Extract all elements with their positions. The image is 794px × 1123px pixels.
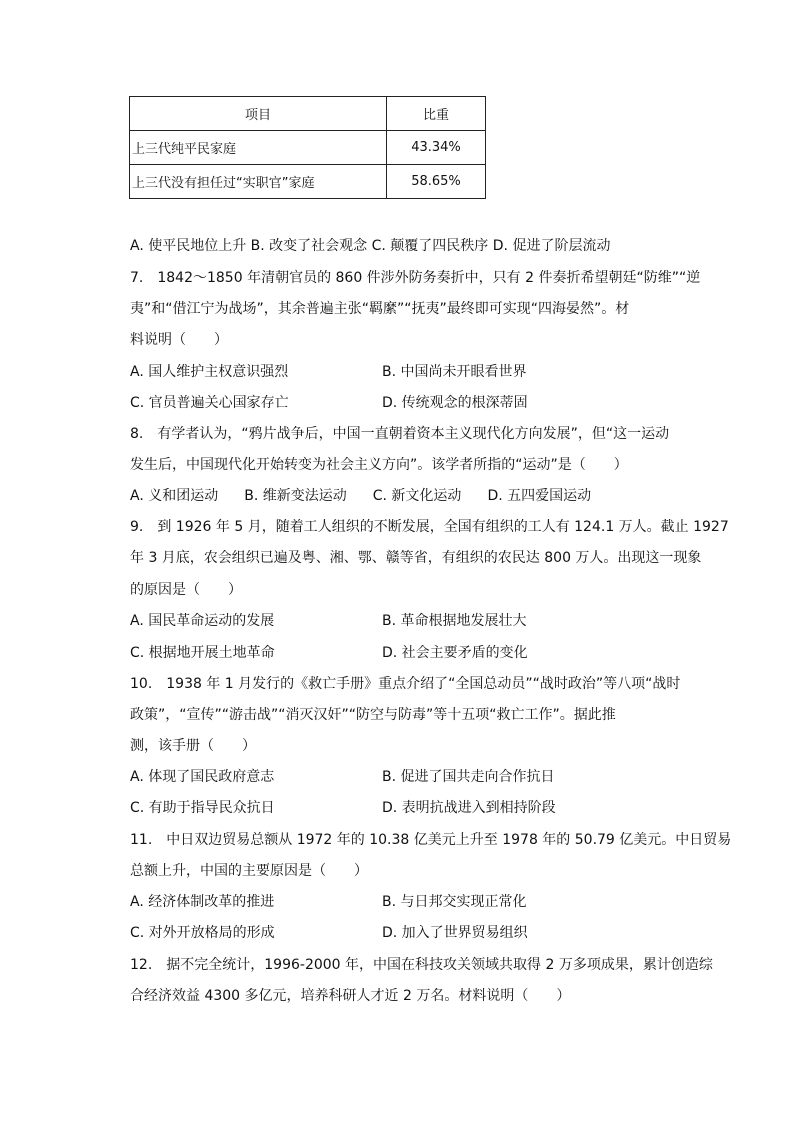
q9-option-b[interactable]: B. 革命根据地发展壮大 — [382, 613, 527, 629]
q8-options-row — [130, 486, 617, 506]
table-row — [130, 131, 486, 165]
table-cell: 上三代纯平民家庭 — [130, 131, 387, 165]
q11-stem-line: 11. 中日双边贸易总额从 1972 年的 10.38 亿美元上升至 1978 年的 50.79 亿美元。中日贸易 — [130, 832, 732, 848]
q12-stem-line: 12. 据不完全统计，1996-2000 年，中国在科技攻关领域共取得 2 万多项成果，累计创造综 — [130, 957, 713, 973]
q7-stem-line: 7. 1842～1850 年清朝官员的 860 件涉外防务奏折中，只有 2 件奏折希望朝廷“防维”“逆 — [130, 270, 701, 286]
q12-stem-line: 合经济效益 4300 多亿元，培养科研人才近 2 万名。材料说明（ ） — [130, 988, 571, 1004]
q8-stem-line: 发生后，中国现代化开始转变为社会主义方向”。该学者所指的“运动”是（ ） — [130, 457, 628, 473]
q9-option-c[interactable]: C. 根据地开展土地革命 — [130, 645, 275, 661]
q11-option-d[interactable]: D. 加入了世界贸易组织 — [382, 925, 528, 941]
table-cell: 上三代没有担任过“实职官”家庭 — [130, 165, 387, 199]
q10-stem-line: 政策”，“宣传”“游击战”“消灭汉奸”“防空与防毒”等十五项“救亡工作”。据此推 — [130, 707, 616, 723]
q8-option-c[interactable]: C. 新文化运动 — [372, 488, 462, 504]
q10-stem-line: 10. 1938 年 1 月发行的《救亡手册》重点介绍了“全国总动员”“战时政治”等八项“战时 — [130, 676, 681, 692]
q9-stem-line: 9. 到 1926 年 5 月，随着工人组织的不断发展，全国有组织的工人有 124.1 万人。截止 1927 — [130, 519, 729, 535]
table-header-row — [130, 97, 486, 131]
q8-option-d[interactable]: D. 五四爱国运动 — [487, 488, 592, 504]
q9-stem-line: 年 3 月底，农会组织已遍及粤、湘、鄂、赣等省，有组织的农民达 800 万人。出现这一现象 — [130, 550, 702, 566]
table-cell: 43.34% — [387, 131, 486, 165]
q11-stem-line: 总额上升，中国的主要原因是（ ） — [130, 863, 368, 879]
q10-option-b[interactable]: B. 促进了国共走向合作抗日 — [382, 769, 555, 785]
q11-option-b[interactable]: B. 与日邦交实现正常化 — [382, 894, 527, 910]
q9-stem-line: 的原因是（ ） — [130, 582, 242, 598]
q8-stem-line: 8. 有学者认为，“鸦片战争后，中国一直朝着资本主义现代化方向发展”，但“这一运动 — [130, 426, 670, 442]
q11-option-c[interactable]: C. 对外开放格局的形成 — [130, 925, 275, 941]
statistics-table — [129, 96, 486, 199]
table-cell: 58.65% — [387, 165, 486, 199]
table-header-ratio: 比重 — [387, 97, 486, 131]
q7-option-c[interactable]: C. 官员普遍关心国家存亡 — [130, 395, 289, 411]
q10-option-a[interactable]: A. 体现了国民政府意志 — [130, 769, 275, 785]
q8-option-b[interactable]: B. 维新变法运动 — [244, 488, 347, 504]
q9-option-d[interactable]: D. 社会主要矛盾的变化 — [382, 645, 528, 661]
q10-option-d[interactable]: D. 表明抗战进入到相持阶段 — [382, 800, 556, 816]
q10-option-c[interactable]: C. 有助于指导民众抗日 — [130, 800, 275, 816]
q9-option-a[interactable]: A. 国民革命运动的发展 — [130, 613, 275, 629]
q10-stem-line: 测，该手册（ ） — [130, 738, 256, 754]
q8-option-a[interactable]: A. 义和团运动 — [130, 488, 219, 504]
q6-options: A. 使平民地位上升 B. 改变了社会观念 C. 颠覆了四民秩序 D. 促进了阶层流动 — [130, 238, 611, 254]
q7-option-b[interactable]: B. 中国尚未开眼看世界 — [382, 364, 527, 380]
q7-option-d[interactable]: D. 传统观念的根深蒂固 — [382, 395, 528, 411]
table-header-item: 项目 — [130, 97, 387, 131]
q7-stem-line: 料说明（ ） — [130, 332, 228, 348]
q7-option-a[interactable]: A. 国人维护主权意识强烈 — [130, 364, 289, 380]
q11-option-a[interactable]: A. 经济体制改革的推进 — [130, 894, 275, 910]
q7-stem-line: 夷”和“借江宁为战场”，其余普遍主张“羁縻”“抚夷”最终即可实现“四海晏然”。材 — [130, 301, 630, 317]
table-row — [130, 165, 486, 199]
